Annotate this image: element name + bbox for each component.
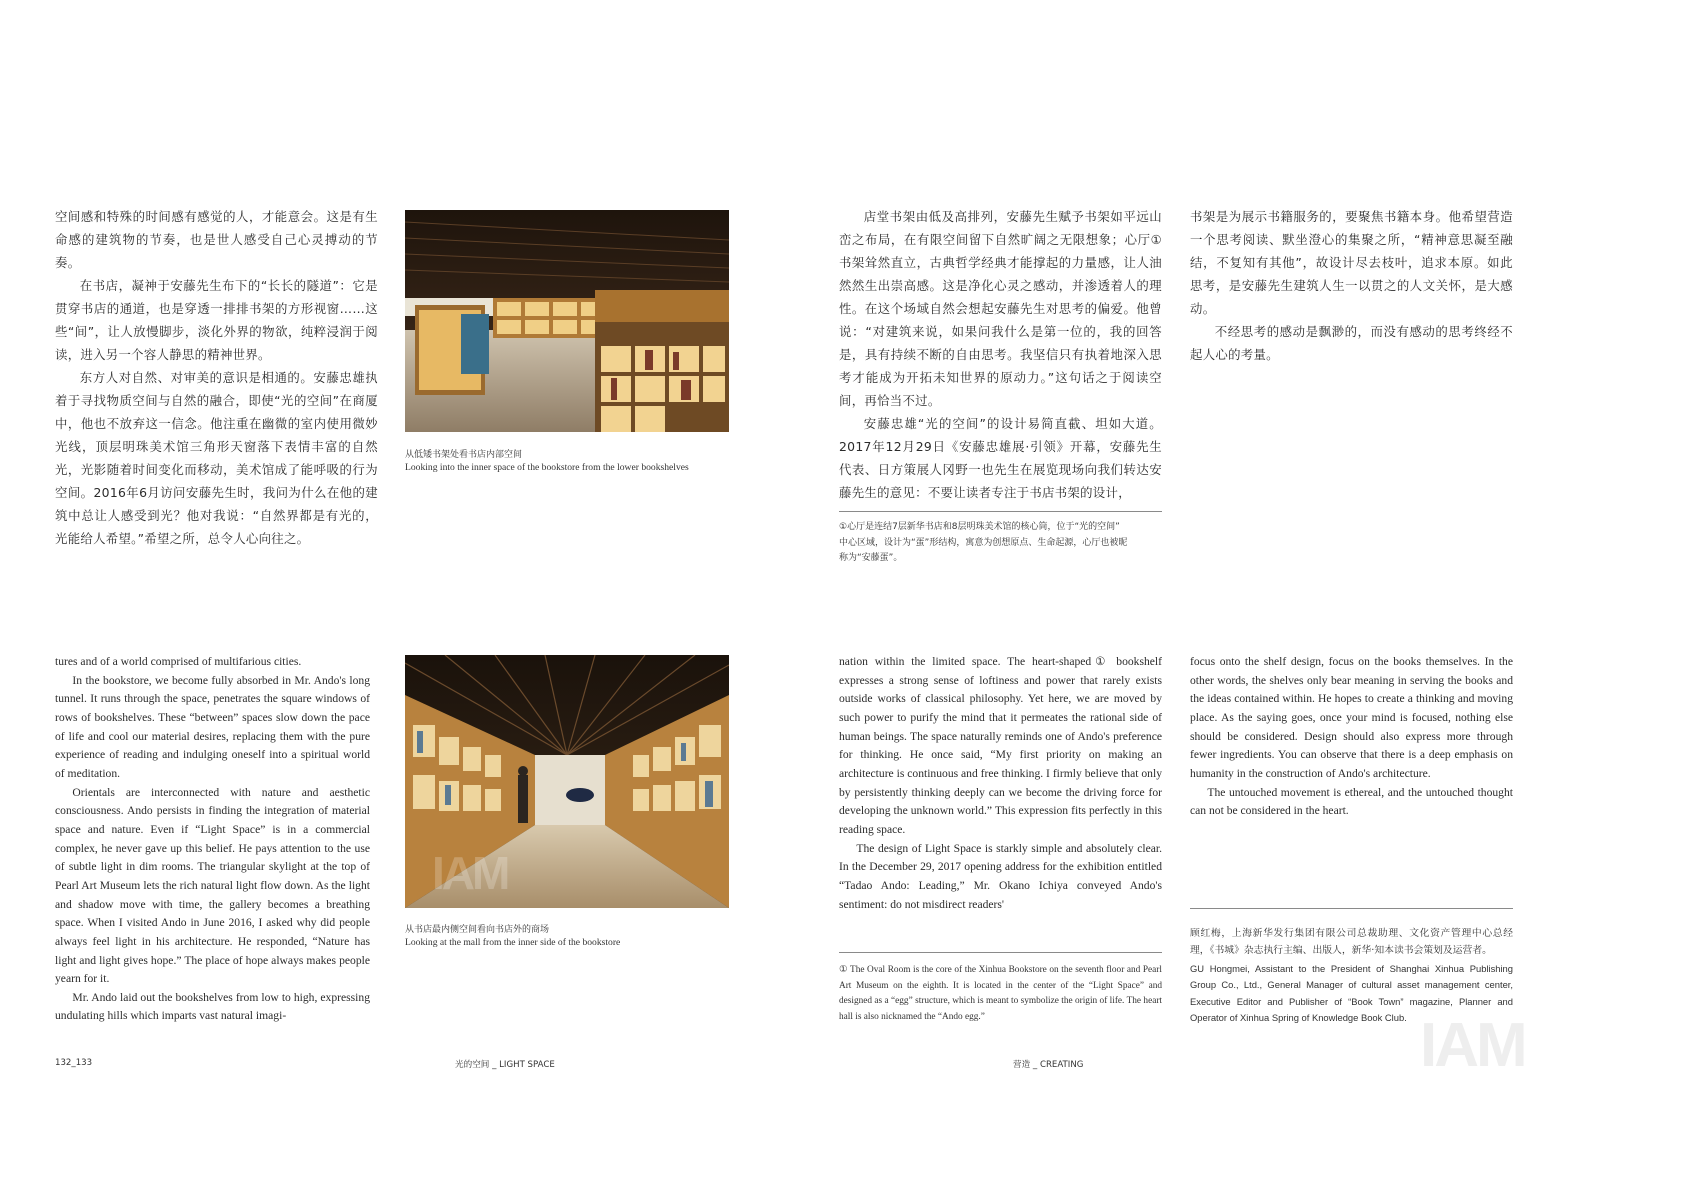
zh-footnote-line-3: 称为“安藤蛋”。 — [839, 553, 903, 563]
author-bio-zh-text: 顾红梅，上海新华发行集团有限公司总裁助理、文化资产管理中心总经理，《书城》杂志执行主编、出版人，新华·知本读书会策划及运营者。 — [1190, 928, 1513, 956]
zh-right-column — [1190, 205, 1513, 366]
en-left-column — [55, 653, 370, 1026]
zh-footnote-rule — [839, 511, 1162, 512]
zh-left-para-2: 在书店，凝神于安藤先生布下的“长长的隧道”：它是贯穿书店的通道，也是穿透一排排书架的方形视窗……这些“间”，让人放慢脚步，淡化外界的物欲，纯粹浸润于阅读，进入另一个容人静思的精神世界。 — [55, 278, 378, 362]
en-left-para-1: tures and of a world comprised of multifarious cities. — [55, 655, 302, 668]
en-footnote-text: ① The Oval Room is the core of the Xinhua Bookstore on the seventh floor and Pearl Art Museum on the eighth. It is located in the center of the “Light Space” and designed as a “egg” structure, which is meant to symbolize the origin of life. The heart hall is also nicknamed the “Ando egg.” — [839, 965, 1162, 1023]
page-numbers: 132_133 — [55, 1058, 93, 1068]
zh-mid-para-1: 店堂书架由低及高排列，安藤先生赋予书架如平远山峦之布局，在有限空间留下自然旷阔之无限想象；心厅① 书架耸然直立，古典哲学经典才能撑起的力量感，让人油然然生出崇高感。这是净化心灵之感动，并渗透着人的理性。在这个场域自然会想起安藤先生对思考的偏爱。他曾说：“对建筑来说，如果问我什么是第一位的，我的回答是，具有持续不断的自由思考。我坚信只有执着地深入思考才能成为开拓未知世界的原动力。”这句话之于阅读空间，再恰当不过。 — [839, 209, 1162, 408]
zh-left-para-1: 空间感和特殊的时间感有感觉的人，才能意会。这是有生命感的建筑物的节奏，也是世人感受自己心灵搏动的节奏。 — [55, 209, 378, 270]
en-left-para-3: Orientals are interconnected with nature and aesthetic consciousness. Ando persists in finding the integration of material space and nature. Even if “Light Space” is in a commercial complex, he never gave up this belief. He pays attention to the use of subtle light in dim rooms. The triangular skylight at the top of Pearl Art Museum lets the rich natural light flow down. As the light and shadow move with time, the gallery becomes a breathing space. When I visited Ando in June 2016, I asked why did people always feel light in his architecture. He responded, “Nature has light and light gives hope.” The place of hope always makes people yearn for it. — [55, 785, 370, 986]
section-label-left: 光的空间 _ LIGHT SPACE — [455, 1060, 555, 1070]
en-left-para-4: Mr. Ando laid out the bookshelves from low to high, expressing undulating hills which imparts vast natural imagi- — [55, 990, 370, 1023]
en-mid-column — [839, 653, 1162, 914]
zh-left-para-3: 东方人对自然、对审美的意识是相通的。安藤忠雄执着于寻找物质空间与自然的融合，即使“光的空间”在商厦中，他也不放弃这一信念。他注重在幽微的室内使用微妙光线，顶层明珠美术馆三角形天窗落下表情丰富的自然光，光影随着时间变化而移动，美术馆成了能呼吸的行为空间。2016年6月访问安藤先生时，我问为什么在他的建筑中总让人感受到光？他对我说：“自然界都是有光的，光能给人希望。”希望之所，总令人心向往之。 — [55, 370, 378, 546]
en-footnote — [839, 963, 1162, 1026]
en-left-para-2: In the bookstore, we become fully absorbed in Mr. Ando's long tunnel. It runs through the space, penetrates the square windows of rows of bookshelves. These “between” spaces slow down the pace of life and cool our material desires, replacing them with the pure experience of reading and indulging oneself into a spiritual world of meditation. — [55, 673, 370, 780]
zh-mid-para-2: 安藤忠雄“光的空间”的设计易简直截、坦如大道。2017年12月29日《安藤忠雄展·引领》开幕，安藤先生代表、日方策展人冈野一也先生在展览现场向我们转达安藤先生的意见：不要让读者专注于书店书架的设计， — [839, 416, 1162, 500]
en-footnote-rule — [839, 952, 1162, 953]
en-right-para-2: The untouched movement is ethereal, and the untouched thought can not be considered in the heart. — [1190, 785, 1513, 818]
zh-footnote — [839, 520, 1169, 567]
en-right-column — [1190, 653, 1513, 821]
bio-rule — [1190, 908, 1513, 909]
en-mid-para-2: The design of Light Space is starkly simple and absolutely clear. In the December 29, 2017 opening address for the exhibition entitled “Tadao Ando: Leading,” Mr. Okano Ichiya conveyed Ando's sentiment: do not misdirect readers' — [839, 841, 1162, 911]
photo2-caption-en: Looking at the mall from the inner side of the bookstore — [405, 937, 621, 948]
zh-footnote-line-1: ①心厅是连结7层新华书店和8层明珠美术馆的核心筒，位于“光的空间” — [839, 522, 1120, 532]
bookstore-interior-illustration — [405, 210, 729, 432]
author-bio-en-text: GU Hongmei, Assistant to the President of Shanghai Xinhua Publishing Group Co., Ltd., General Manager of cultural asset management center, Executive Editor and Publisher of “Book Town” magazine, Planner and Operator of Xinhua Spring of Knowledge Book Club. — [1190, 963, 1513, 1023]
photo1-caption-zh: 从低矮书架处看书店内部空间 — [405, 450, 523, 460]
watermark-photo: IAM — [432, 847, 508, 899]
photo1-caption-en: Looking into the inner space of the bookstore from the lower bookshelves — [405, 462, 689, 473]
photo2-caption-zh: 从书店最内侧空间看向书店外的商场 — [405, 925, 550, 935]
watermark-corner: IAM — [1420, 1011, 1525, 1080]
zh-right-para-2: 不经思考的感动是飘渺的，而没有感动的思考终经不起人心的考量。 — [1190, 324, 1513, 362]
en-right-para-1: focus onto the shelf design, focus on the books themselves. In the other words, the shelves only bear meaning in serving the books and the ideas contained within. He hopes to create a thinking and moving place. As the saying goes, once your mind is focused, nothing else should be considered. Design should also express more through fewer ingredients. You can observe that there is a deep emphasis on humanity in the construction of Ando's architecture. — [1190, 655, 1513, 780]
zh-left-column — [55, 205, 378, 550]
zh-footnote-line-2: 中心区域，设计为“蛋”形结构，寓意为创想原点、生命起源，心厅也被昵 — [839, 537, 1128, 548]
en-mid-para-1-text: nation within the limited space. The heart-shaped① bookshelf expresses a strong sense of loftiness and power that rarely exists outside works of classical philosophy. Yet here, we are moved by such power to purify the mind that it permeates the rational side of human beings. The space naturally reminds one of Ando's preference for thinking. He once said, “My first priority on making an architecture is continuous and free thinking. I firmly believe that only by persistently thinking deeply can we become the driving force for developing the unknown world.” This expression fits perfectly in this reading space. — [839, 655, 1162, 836]
section-label-right: 营造 _ CREATING — [1013, 1060, 1084, 1070]
bookstore-photo-1 — [405, 210, 729, 432]
en-mid-para-1 — [839, 653, 1162, 840]
zh-mid-column — [839, 205, 1162, 504]
author-bio-zh — [1190, 926, 1513, 959]
zh-right-para-1: 书架是为展示书籍服务的，要聚焦书籍本身。他希望营造一个思考阅读、默坐澄心的集聚之所，“精神意思凝至融结，不复知有其他”，故设计尽去枝叶，追求本原。如此思考，是安藤先生建筑人生一以贯之的人文关怀，是大感动。 — [1190, 209, 1513, 316]
